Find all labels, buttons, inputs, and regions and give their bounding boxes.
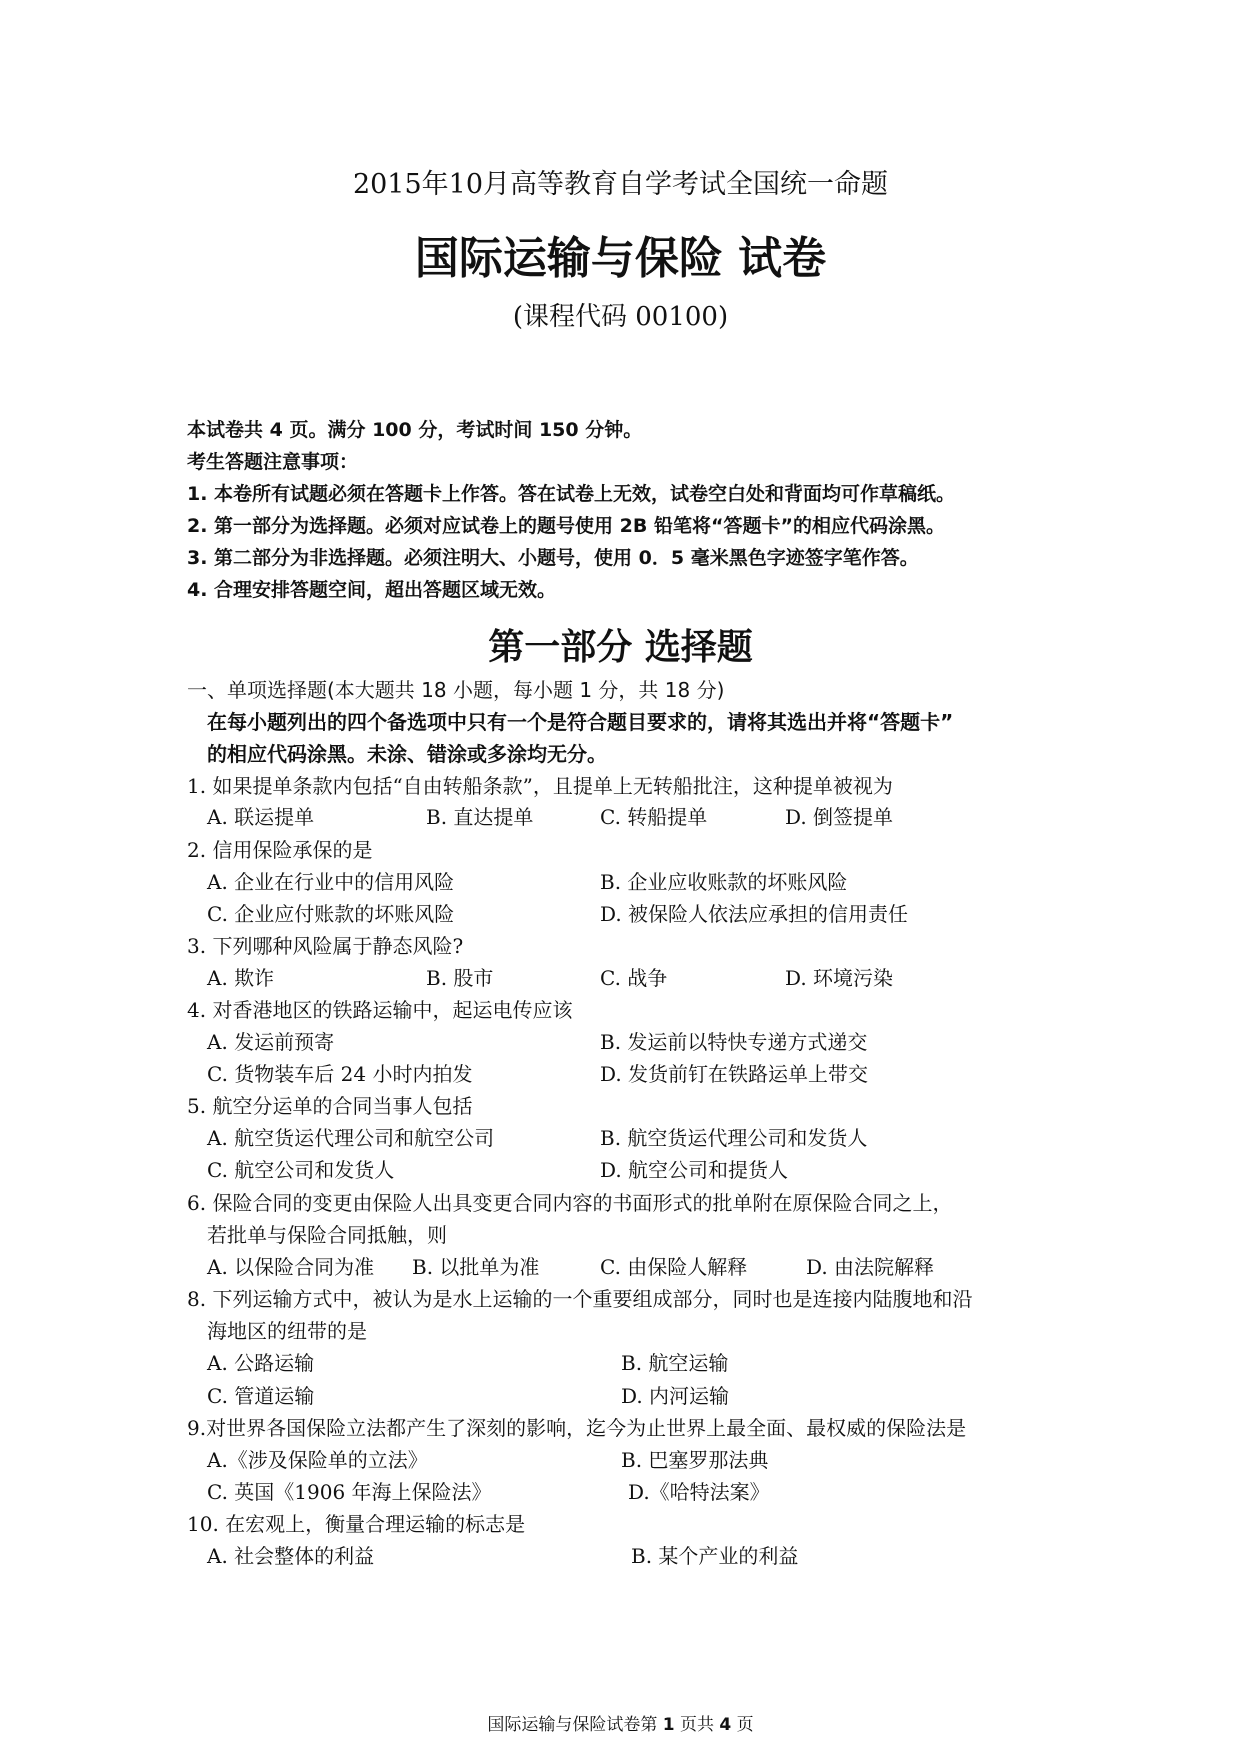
question-6-option-b: B. 以批单为准 <box>412 1255 540 1279</box>
question-2-stem: 2. 信用保险承保的是 <box>187 838 373 862</box>
question-3-stem: 3. 下列哪种风险属于静态风险? <box>187 934 464 958</box>
note-line-5: 3. 第二部分为非选择题。必须注明大、小题号，使用 0．5 毫米黑色字迹签字笔作答。 <box>187 547 919 569</box>
question-5-option-c: C. 航空公司和发货人 <box>207 1158 395 1182</box>
question-4-stem: 4. 对香港地区的铁路运输中，起运电传应该 <box>187 998 573 1022</box>
question-5-stem: 5. 航空分运单的合同当事人包括 <box>187 1094 473 1118</box>
note-line-2: 考生答题注意事项： <box>187 451 359 473</box>
footer-suffix: 页 <box>731 1715 754 1735</box>
question-4-option-d: D. 发货前钉在铁路运单上带交 <box>600 1062 869 1086</box>
question-1-option-d: D. 倒签提单 <box>785 805 894 829</box>
question-1-option-a: A. 联运提单 <box>207 805 315 829</box>
question-8-option-b: B. 航空运输 <box>621 1351 729 1375</box>
question-9-stem: 9.对世界各国保险立法都产生了深刻的影响，迄今为止世界上最全面、最权威的保险法是 <box>187 1416 967 1440</box>
question-4-option-c: C. 货物装车后 24 小时内拍发 <box>207 1062 473 1086</box>
question-10-option-b: B. 某个产业的利益 <box>631 1544 799 1568</box>
paper-title: 国际运输与保险 试卷 <box>414 233 827 284</box>
question-3-option-c: C. 战争 <box>600 966 668 990</box>
question-8-option-c: C. 管道运输 <box>207 1384 315 1408</box>
note-line-4: 2. 第一部分为选择题。必须对应试卷上的题号使用 2B 铅笔将“答题卡”的相应代码涂黑。 <box>187 515 945 537</box>
question-10-option-a: A. 社会整体的利益 <box>207 1544 375 1568</box>
footer-total-pages: 4 <box>719 1715 732 1735</box>
footer-page-number: 1 <box>662 1715 675 1735</box>
question-6-option-d: D. 由法院解释 <box>806 1255 935 1279</box>
question-6-option-a: A. 以保险合同为准 <box>207 1255 375 1279</box>
question-9-option-c: C. 英国《1906 年海上保险法》 <box>207 1480 492 1504</box>
question-9-option-b: B. 巴塞罗那法典 <box>621 1448 769 1472</box>
question-3-option-a: A. 欺诈 <box>207 966 275 990</box>
question-6-stem-continued: 若批单与保险合同抵触，则 <box>207 1223 447 1247</box>
question-6-stem: 6. 保险合同的变更由保险人出具变更合同内容的书面形式的批单附在原保险合同之上， <box>187 1191 953 1215</box>
footer-prefix: 国际运输与保险试卷第 <box>487 1715 663 1735</box>
question-6-option-c: C. 由保险人解释 <box>600 1255 748 1279</box>
section-instruction-2: 的相应代码涂黑。未涂、错涂或多涂均无分。 <box>207 742 607 766</box>
question-4-option-a: A. 发运前预寄 <box>207 1030 335 1054</box>
question-5-option-d: D. 航空公司和提货人 <box>600 1158 789 1182</box>
course-code: (课程代码 00100) <box>512 302 729 332</box>
question-3-option-b: B. 股市 <box>426 966 494 990</box>
question-5-option-b: B. 航空货运代理公司和发货人 <box>600 1126 868 1150</box>
footer-middle: 页共 <box>674 1715 720 1735</box>
question-10-stem: 10. 在宏观上，衡量合理运输的标志是 <box>187 1512 526 1536</box>
question-1-stem: 1. 如果提单条款内包括“自由转船条款”，且提单上无转船批注，这种提单被视为 <box>187 774 893 798</box>
section-instruction-1: 在每小题列出的四个备选项中只有一个是符合题目要求的，请将其选出并将“答题卡” <box>207 710 954 734</box>
question-5-option-a: A. 航空货运代理公司和航空公司 <box>207 1126 495 1150</box>
note-line-3: 1. 本卷所有试题必须在答题卡上作答。答在试卷上无效，试卷空白处和背面均可作草稿纸。 <box>187 483 956 505</box>
question-2-option-d: D. 被保险人依法应承担的信用责任 <box>600 902 909 926</box>
note-line-6: 4. 合理安排答题空间，超出答题区域无效。 <box>187 579 557 601</box>
part-title: 第一部分 选择题 <box>488 626 753 668</box>
question-9-option-a: A.《涉及保险单的立法》 <box>207 1448 428 1472</box>
question-8-stem: 8. 下列运输方式中，被认为是水上运输的一个重要组成部分，同时也是连接内陆腹地和沿 <box>187 1287 973 1311</box>
question-2-option-b: B. 企业应收账款的坏账风险 <box>600 870 848 894</box>
question-9-option-d: D.《哈特法案》 <box>628 1480 770 1504</box>
question-2-option-c: C. 企业应付账款的坏账风险 <box>207 902 455 926</box>
question-2-option-a: A. 企业在行业中的信用风险 <box>207 870 455 894</box>
question-4-option-b: B. 发运前以特快专递方式递交 <box>600 1030 868 1054</box>
page-footer <box>0 1710 1241 1735</box>
exam-header: 2015年10月高等教育自学考试全国统一命题 <box>352 169 889 200</box>
question-8-option-a: A. 公路运输 <box>207 1351 315 1375</box>
question-3-option-d: D. 环境污染 <box>785 966 894 990</box>
section-heading: 一、单项选择题(本大题共 18 小题，每小题 1 分，共 18 分) <box>187 678 725 702</box>
note-line-1: 本试卷共 4 页。满分 100 分，考试时间 150 分钟。 <box>187 419 643 441</box>
question-8-option-d: D. 内河运输 <box>621 1384 730 1408</box>
question-8-stem-continued: 海地区的纽带的是 <box>207 1319 367 1343</box>
question-1-option-b: B. 直达提单 <box>426 805 534 829</box>
question-1-option-c: C. 转船提单 <box>600 805 708 829</box>
